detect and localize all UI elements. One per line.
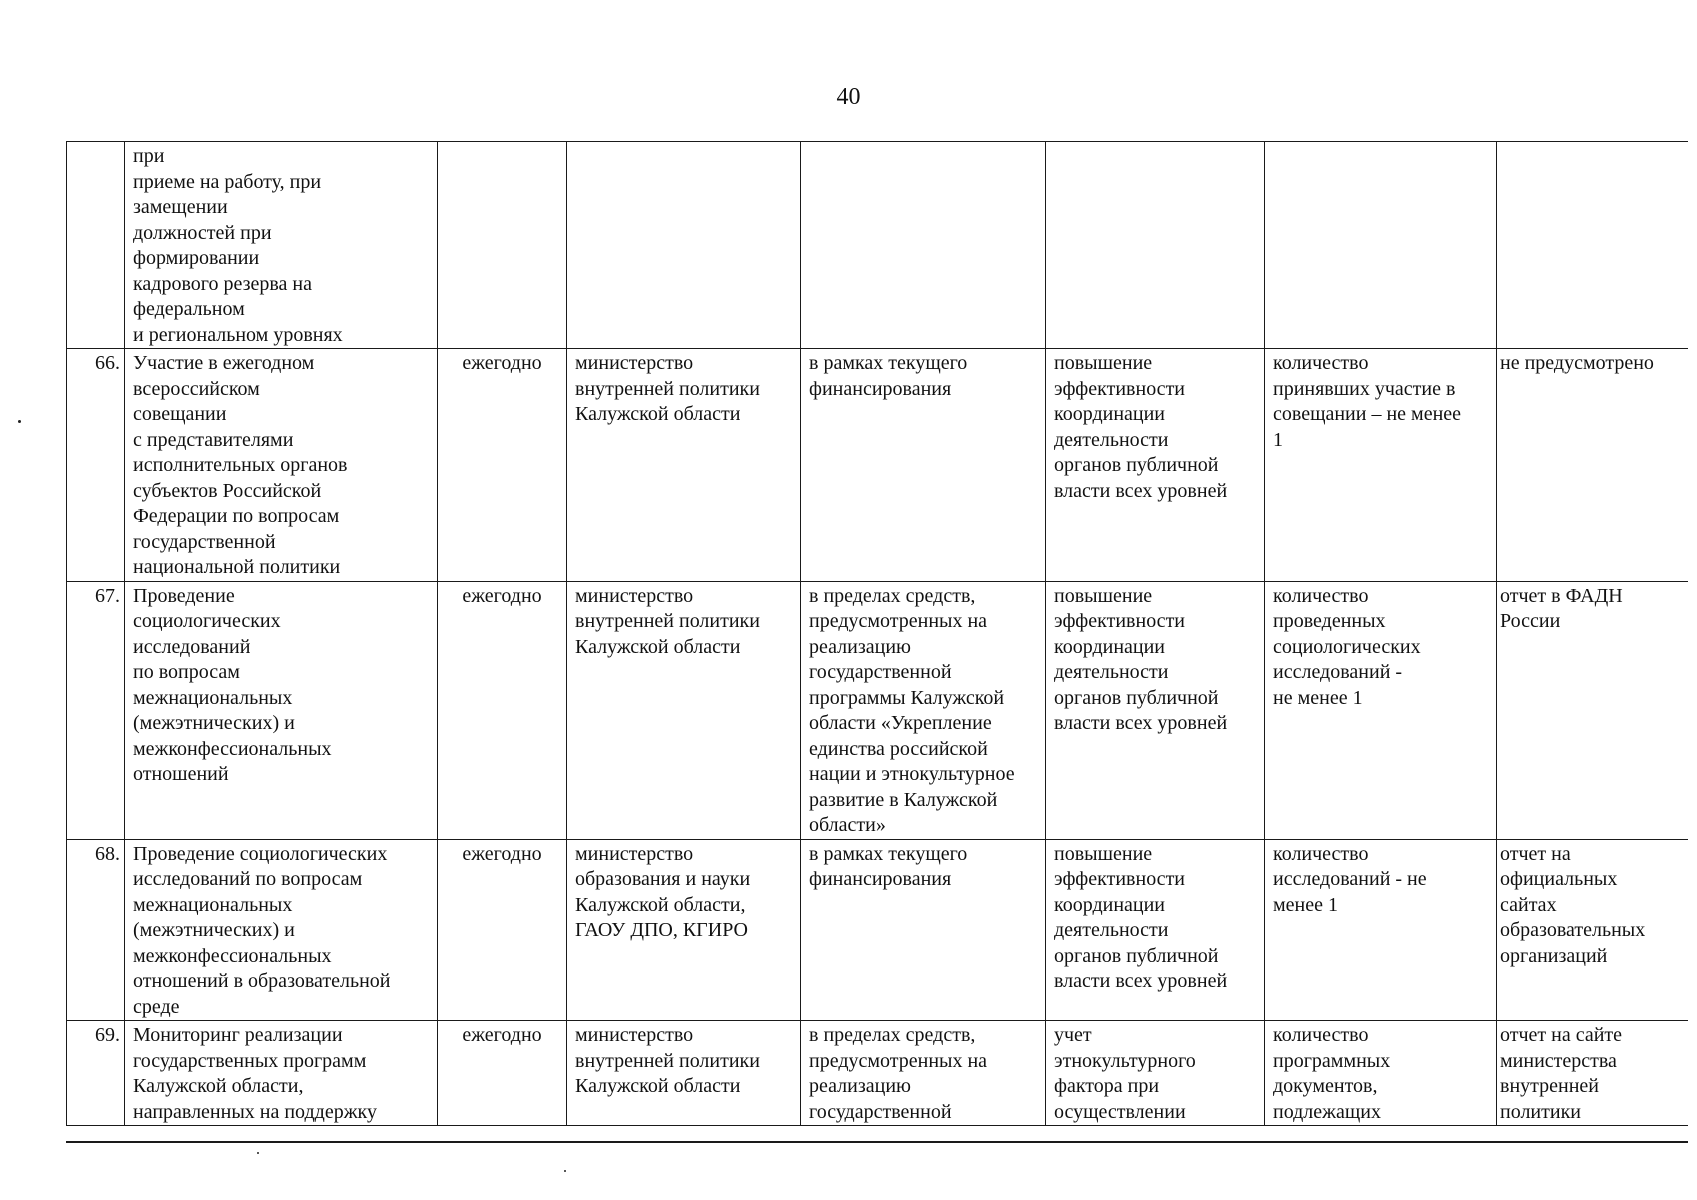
scan-speck (257, 1152, 259, 1154)
indicator-line: программных (1273, 1049, 1391, 1072)
event-line: (межэтнических) и (133, 919, 295, 941)
event-line: с представителями (133, 428, 294, 451)
funding-line: области» (809, 814, 886, 836)
event-line: исследований по вопросам (133, 868, 363, 890)
event-line: государственной (133, 530, 276, 553)
table-row-continuation (67, 142, 1689, 349)
expected-result-cell (1046, 142, 1265, 349)
expected-result-line: органов публичной (1054, 454, 1219, 476)
executor-line: внутренней политики (575, 377, 760, 400)
event-line: исполнительных органов (133, 454, 348, 476)
executor-line: Калужской области (575, 1075, 741, 1097)
measures-table (66, 141, 1688, 1143)
reporting-line: отчет в ФАДН (1500, 584, 1623, 607)
table-row (67, 1021, 1689, 1126)
reporting-cell (1497, 581, 1689, 839)
event-line: межконфессиональных (133, 737, 332, 760)
expected-result-cell (1046, 349, 1265, 582)
indicator-line: документов, (1273, 1075, 1378, 1097)
reporting-line: не предусмотрено (1500, 352, 1654, 374)
funding-line: единства российской (809, 737, 988, 760)
event-line: совещании (133, 403, 227, 425)
funding-line: развитие в Калужской (809, 788, 998, 811)
expected-result-line: эффективности (1054, 868, 1186, 890)
funding-line: финансирования (809, 377, 952, 400)
timing-cell (438, 349, 567, 582)
expected-result-cell (1046, 839, 1265, 1021)
event-line: (межэтнических) и (133, 712, 295, 734)
reporting-cell (1497, 349, 1689, 582)
event-line: отношений в образовательной (133, 970, 391, 992)
funding-line: предусмотренных на (809, 610, 988, 632)
reporting-line: политики (1500, 1100, 1581, 1123)
timing-cell (438, 839, 567, 1021)
funding-line: в пределах средств, (809, 584, 976, 607)
funding-line: предусмотренных на (809, 1049, 988, 1072)
indicator-cell (1265, 349, 1497, 582)
executor-line: внутренней политики (575, 610, 760, 632)
expected-result-line: координации (1054, 893, 1166, 916)
event-line: должностей при (133, 221, 272, 244)
funding-cell (801, 1021, 1046, 1126)
funding-line: в пределах средств, (809, 1024, 976, 1046)
executor-line: образования и науки (575, 868, 751, 890)
row-number-cell (67, 142, 125, 349)
executor-line: Калужской области (575, 635, 741, 658)
row-number-cell (67, 1021, 125, 1126)
row-number-text: 68. (95, 842, 120, 865)
executor-line: Калужской области, (575, 893, 746, 916)
expected-result-line: власти всех уровней (1054, 479, 1228, 502)
event-line: государственных программ (133, 1049, 367, 1072)
event-cell (125, 142, 438, 349)
executor-line: внутренней политики (575, 1049, 760, 1072)
reporting-line: образовательных (1500, 919, 1646, 941)
table-row (67, 349, 1689, 582)
executor-line: Калужской области (575, 403, 741, 425)
event-line: Проведение (133, 584, 235, 607)
event-line: замещении (133, 196, 228, 218)
indicator-cell (1265, 142, 1497, 349)
row-number-cell (67, 581, 125, 839)
funding-line: финансирования (809, 868, 952, 890)
funding-cell (801, 142, 1046, 349)
funding-line: программы Калужской (809, 686, 1005, 709)
event-line: и региональном уровнях (133, 323, 343, 346)
indicator-line: 1 (1273, 428, 1283, 451)
executor-line: министерство (575, 1024, 694, 1046)
event-line: межнациональных (133, 686, 293, 709)
funding-cell (801, 839, 1046, 1021)
page-number: 40 (836, 84, 861, 110)
row-number-text: 67. (95, 584, 120, 607)
indicator-line: принявших участие в (1273, 377, 1456, 400)
indicator-line: менее 1 (1273, 893, 1338, 916)
event-line: направленных на поддержку (133, 1100, 377, 1123)
event-cell (125, 581, 438, 839)
reporting-cell (1497, 839, 1689, 1021)
executor-line: министерство (575, 352, 694, 374)
expected-result-cell (1046, 581, 1265, 839)
executor-cell (567, 1021, 801, 1126)
indicator-line: исследований - (1273, 661, 1403, 683)
expected-result-line: координации (1054, 403, 1166, 425)
event-line: Федерации по вопросам (133, 505, 340, 527)
indicator-line: количество (1273, 1024, 1369, 1046)
timing-cell (438, 581, 567, 839)
reporting-line: отчет на (1500, 842, 1571, 865)
expected-result-line: органов публичной (1054, 944, 1219, 967)
expected-result-line: этнокультурного (1054, 1049, 1196, 1072)
indicator-line: проведенных (1273, 610, 1386, 632)
timing-text: ежегодно (462, 842, 542, 865)
indicator-cell (1265, 581, 1497, 839)
reporting-line: организаций (1500, 944, 1608, 967)
funding-line: в рамках текущего (809, 352, 968, 374)
timing-text: ежегодно (462, 584, 542, 607)
expected-result-line: повышение (1054, 584, 1153, 607)
event-line: Калужской области, (133, 1075, 304, 1097)
funding-line: государственной (809, 1100, 952, 1123)
table-row (67, 581, 1689, 839)
indicator-line: количество (1273, 842, 1369, 865)
event-line: формировании (133, 247, 260, 269)
indicator-line: не менее 1 (1273, 686, 1363, 709)
expected-result-line: деятельности (1054, 661, 1169, 683)
reporting-line: России (1500, 610, 1561, 632)
event-line: межнациональных (133, 893, 293, 916)
event-line: Проведение социологических (133, 842, 388, 865)
row-number-cell (67, 349, 125, 582)
scan-speck (18, 420, 21, 423)
reporting-cell (1497, 1021, 1689, 1126)
expected-result-line: осуществлении (1054, 1100, 1186, 1123)
expected-result-cell (1046, 1021, 1265, 1126)
event-line: кадрового резерва на (133, 272, 313, 295)
event-line: межконфессиональных (133, 944, 332, 967)
reporting-line: отчет на сайте (1500, 1024, 1623, 1046)
funding-line: реализацию (809, 1075, 911, 1097)
funding-line: нации и этнокультурное (809, 763, 1015, 785)
timing-cell (438, 142, 567, 349)
expected-result-line: власти всех уровней (1054, 712, 1228, 734)
expected-result-line: власти всех уровней (1054, 970, 1228, 992)
event-line: национальной политики (133, 556, 341, 578)
reporting-line: министерства (1500, 1049, 1617, 1072)
event-line: социологических (133, 610, 281, 632)
expected-result-line: фактора при (1054, 1075, 1160, 1097)
event-line: по вопросам (133, 661, 240, 683)
indicator-line: социологических (1273, 635, 1421, 658)
indicator-line: количество (1273, 352, 1369, 374)
indicator-cell (1265, 1021, 1497, 1126)
funding-cell (801, 349, 1046, 582)
expected-result-line: органов публичной (1054, 686, 1219, 709)
event-line: приеме на работу, при (133, 170, 322, 193)
expected-result-line: эффективности (1054, 377, 1186, 400)
row-number-text: 69. (95, 1024, 120, 1046)
executor-line: министерство (575, 584, 694, 607)
funding-line: в рамках текущего (809, 842, 968, 865)
row-number-cell (67, 839, 125, 1021)
event-line: федеральном (133, 298, 245, 320)
event-line: при (133, 145, 165, 167)
event-cell (125, 349, 438, 582)
scan-speck (564, 1170, 566, 1172)
funding-line: области «Укрепление (809, 712, 992, 734)
table-row (67, 839, 1689, 1021)
event-cell (125, 839, 438, 1021)
reporting-line: официальных (1500, 868, 1618, 890)
expected-result-line: учет (1054, 1024, 1092, 1046)
event-line: среде (133, 995, 180, 1018)
executor-cell (567, 839, 801, 1021)
event-cell (125, 1021, 438, 1126)
executor-line: министерство (575, 842, 694, 865)
reporting-line: сайтах (1500, 893, 1557, 916)
executor-cell (567, 349, 801, 582)
event-line: исследований (133, 635, 251, 658)
expected-result-line: повышение (1054, 352, 1153, 374)
timing-text: ежегодно (462, 1024, 542, 1046)
funding-line: государственной (809, 661, 952, 683)
indicator-line: совещании – не менее (1273, 403, 1462, 425)
funding-line: реализацию (809, 635, 911, 658)
event-line: Мониторинг реализации (133, 1024, 343, 1046)
expected-result-line: эффективности (1054, 610, 1186, 632)
event-line: субъектов Российской (133, 479, 322, 502)
indicator-line: исследований - не (1273, 868, 1427, 890)
event-line: Участие в ежегодном (133, 352, 315, 374)
event-line: всероссийском (133, 377, 260, 400)
expected-result-line: деятельности (1054, 428, 1169, 451)
expected-result-line: координации (1054, 635, 1166, 658)
expected-result-line: повышение (1054, 842, 1153, 865)
timing-text: ежегодно (462, 352, 542, 374)
expected-result-line: деятельности (1054, 919, 1169, 941)
indicator-line: подлежащих (1273, 1100, 1381, 1123)
funding-cell (801, 581, 1046, 839)
row-number-text: 66. (95, 352, 120, 374)
reporting-line: внутренней (1500, 1075, 1599, 1097)
executor-cell (567, 142, 801, 349)
indicator-cell (1265, 839, 1497, 1021)
indicator-line: количество (1273, 584, 1369, 607)
event-line: отношений (133, 763, 229, 785)
executor-line: ГАОУ ДПО, КГИРО (575, 919, 748, 941)
reporting-cell (1497, 142, 1689, 349)
timing-cell (438, 1021, 567, 1126)
executor-cell (567, 581, 801, 839)
